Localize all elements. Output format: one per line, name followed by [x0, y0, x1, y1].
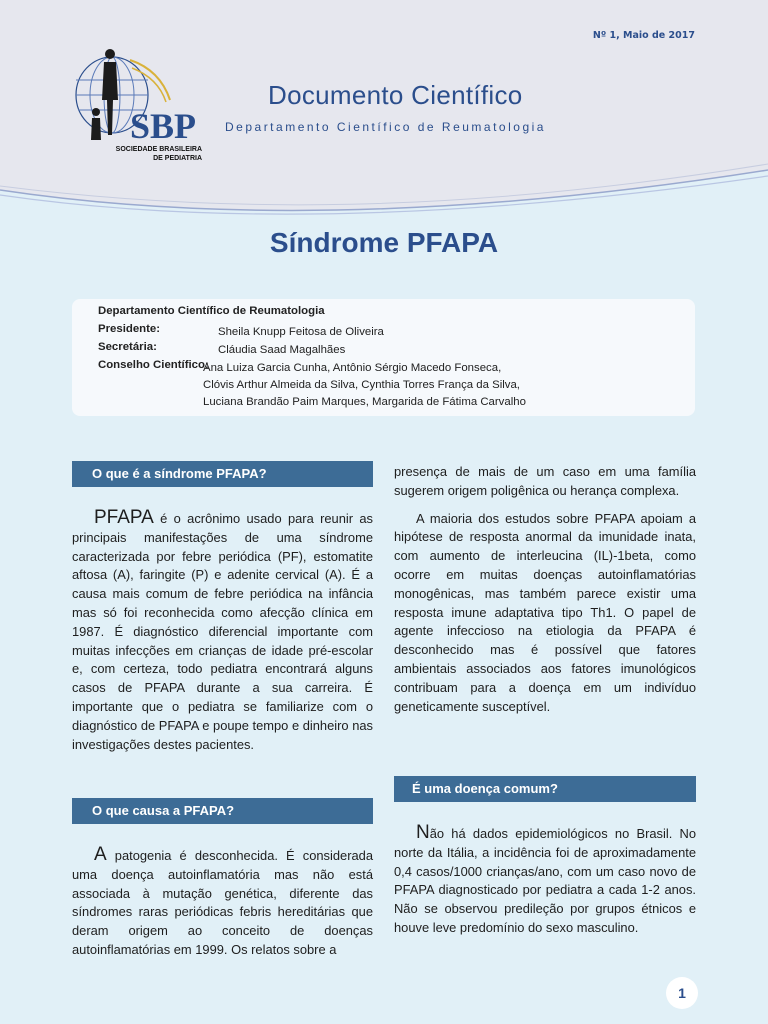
- section-body-cause-continued: presença de mais de um caso em uma família sugerem origem poligênica ou herança complexa. A maioria dos estudos sobre PFAPA apoiam a hipótese de resposta anormal da imunidade inata, com aumento de interleucina (IL)-1beta, como ocorre em muitas doenças autoinflamatórias monogênicas, mas também parece existir uma resposta imune adaptativa tipo Th1. O papel de agente infeccioso na etiologia da PFAPA é desconhecido mas é possível que fatores ambientais associados aos fatores imunológicos contribuam para a doença em um indivíduo geneticamente susceptível.: [394, 464, 696, 714]
- department-subtitle: Departamento Científico de Reumatologia: [225, 120, 546, 134]
- section-body-cause: A patogenia é desconhecida. É considerada uma doença autoinflamatória mas não está associada à mutação genética, diferente das síndromes raras periódicas febris hereditárias que deram origem ao conceito de doenças autoinflamatórias em 1999. Os relatos sobre a: [72, 844, 373, 957]
- document-type-title: Documento Científico: [268, 80, 523, 110]
- logo-text: SBP: [130, 106, 197, 146]
- page-number: 1: [666, 977, 698, 1009]
- section-heading-common: É uma doença comum?: [394, 776, 696, 802]
- section-heading-what-is: O que é a síndrome PFAPA?: [72, 461, 373, 487]
- section-body-common: Não há dados epidemiológicos no Brasil. No norte da Itália, a incidência foi de aproximadamente 0,4 casos/1000 crianças/ano, com um caso novo de PFAPA diagnosticado por pediatra a cada 1-2 anos. Não se observou predileção por grupos étnicos e houve leve predomínio do sexo masculino.: [394, 822, 696, 935]
- section-body-what-is: PFAPA é o acrônimo usado para reunir as principais manifestações de uma síndrome caracterizada por febre periódica (PF), estomatite aftosa (A), faringite (P) e adenite cervical (A). É a causa mais comum de febre periódica na infância mas só foi reconhecida como afecção clínica em 1987. É diagnóstico diferencial importante com muitas infecções em crianças de idade pré-escolar e, com certeza, todo pediatra encontrará alguns casos de PFAPA durante a sua carreira. É importante que o pediatra se familiarize com o diagnóstico de PFAPA e poupe tempo e dinheiro nas investigações destes pacientes.: [72, 507, 373, 752]
- page-title: Síndrome PFAPA: [269, 227, 499, 258]
- dropcap: PFAPA: [94, 507, 154, 528]
- society-name: SOCIEDADE BRASILEIRA DE PEDIATRIA: [115, 146, 202, 162]
- dropcap: A: [94, 844, 107, 865]
- section-heading-cause: O que causa a PFAPA?: [72, 798, 373, 824]
- credits-box: Departamento Científico de Reumatologia Presidente: Sheila Knupp Feitosa de Oliveira Secretária: Cláudia Saad Magalhães Conselho Científico: Ana Luiza Garcia Cunha, Antônio Sérgio Macedo Fonseca, Clóvis Arthur Almeida da Silva, Cynthia Torres França da Silva, Luciana Brandão Paim Marques, Margarida de Fátima Carvalho: [72, 299, 695, 416]
- issue-date: Nº 1, Maio de 2017: [592, 30, 695, 41]
- dropcap: N: [416, 822, 430, 843]
- credits-department: Departamento Científico de Reumatologia: [98, 305, 325, 317]
